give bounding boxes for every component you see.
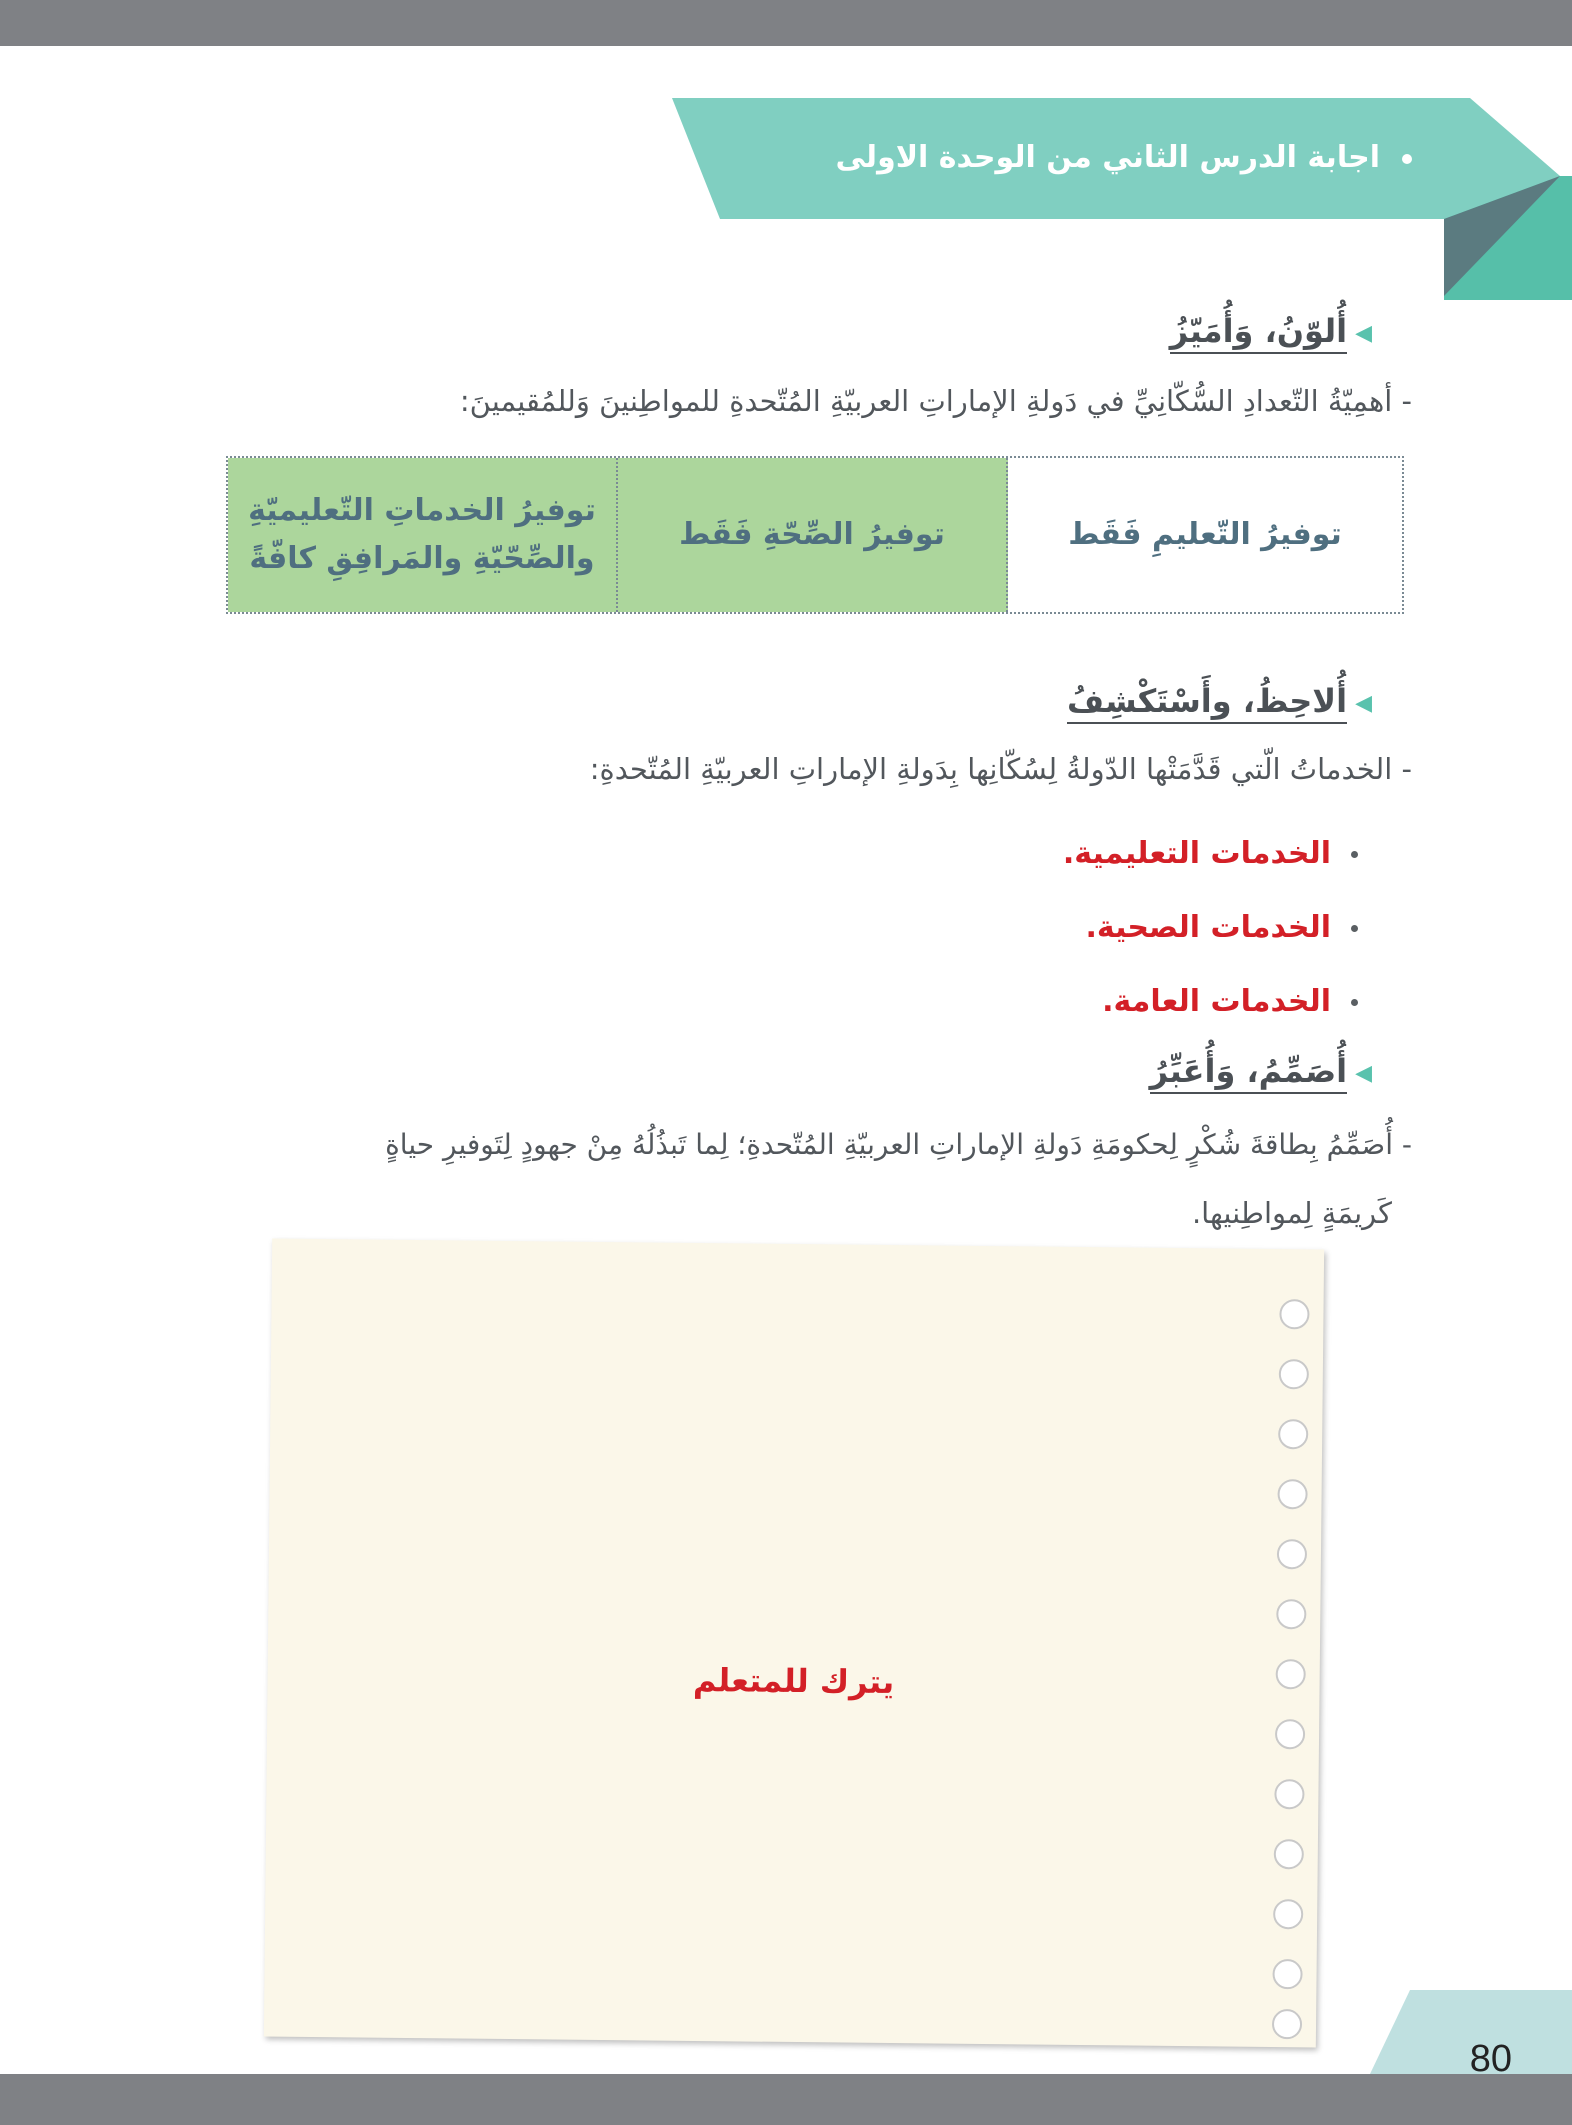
answer-item <box>1086 910 1359 945</box>
option-education-only[interactable] <box>1008 458 1402 612</box>
binder-ring-icon <box>1275 1719 1305 1749</box>
paper-answer-text: يترك للمتعلم <box>692 1660 895 1702</box>
option-label-line1: توفيرُ الخدماتِ التّعليميّةِ <box>248 493 596 528</box>
options-table <box>226 456 1404 614</box>
section3-question-line1: - أُصَمِّمُ بِطاقةَ شُكْرٍ لِحكومَةِ دَولةِ الإماراتِ العربيّةِ المُتّحدةِ؛ لِما تَبذُلُهُ مِنْ جهودٍ لِتَوفيرِ حياةٍ <box>385 1128 1412 1161</box>
section3-question-line2: كَريمَةٍ لِمواطِنيها. <box>1191 1196 1392 1230</box>
option-label: توفيرُ التّعليمِ فَقَط <box>1068 517 1342 552</box>
section-heading-label: أُصَمِّمُ، وَأُعَبِّرُ <box>1150 1052 1347 1094</box>
bullet-dot-icon <box>1351 999 1358 1006</box>
binder-ring-icon <box>1279 1359 1309 1389</box>
bullet-dot-icon <box>1351 851 1358 858</box>
option-label: توفيرُ الصِّحّةِ فَقَط <box>679 517 945 552</box>
binder-ring-icon <box>1277 1479 1307 1509</box>
page-number: 80 <box>1469 2038 1512 2080</box>
option-health-only[interactable] <box>616 458 1008 612</box>
option-label-line2: والصِّحّيّةِ والمَرافِقِ كافّةً <box>249 541 595 576</box>
binder-ring-icon <box>1278 1419 1308 1449</box>
triangle-marker-icon: ◀ <box>1355 690 1372 716</box>
binder-ring-icon <box>1274 1839 1304 1869</box>
section2-question: - الخدماتُ الّتي قَدَّمَتْها الدّولةُ لِسُكّانِها بِدَولةِ الإماراتِ العربيّةِ المُتّحدةِ: <box>589 752 1412 786</box>
binder-ring-icon <box>1276 1599 1306 1629</box>
binder-ring-icon <box>1272 1959 1302 1989</box>
section1-question: - أهمِيّةُ التّعدادِ السُّكّانِيِّ في دَولةِ الإماراتِ العربيّةِ المُتّحدةِ للمواطِنينَ وَللمُقيمينَ: <box>459 384 1412 418</box>
bottom-bar <box>0 2074 1572 2125</box>
answer-text: الخدمات الصحية. <box>1085 910 1331 945</box>
binder-ring-icon <box>1277 1539 1307 1569</box>
answer-item <box>1063 836 1358 871</box>
binder-ring-icon <box>1274 1779 1304 1809</box>
triangle-marker-icon: ◀ <box>1355 320 1372 346</box>
bullet-dot-icon <box>1402 154 1412 164</box>
triangle-marker-icon: ◀ <box>1355 1060 1372 1086</box>
answer-text: الخدمات التعليمية. <box>1062 836 1331 871</box>
section-heading-color <box>1170 312 1372 350</box>
section-heading-label: أُلاحِظُ، وأَسْتَكْشِفُ <box>1067 682 1347 724</box>
option-all-services[interactable] <box>228 458 616 612</box>
answer-text: الخدمات العامة. <box>1102 984 1331 1019</box>
binder-ring-icon <box>1273 1899 1303 1929</box>
section-heading-observe <box>1067 682 1372 720</box>
header-title-text: اجابة الدرس الثاني من الوحدة الاولى <box>835 140 1380 175</box>
header-title <box>835 140 1412 175</box>
bullet-dot-icon <box>1351 925 1358 932</box>
binder-ring-icon <box>1272 2009 1302 2039</box>
section-heading-label: أُلوّنُ، وَأُمَيّزُ <box>1170 312 1347 354</box>
section-heading-design <box>1150 1052 1372 1090</box>
binder-ring-icon <box>1279 1299 1309 1329</box>
note-paper <box>264 1239 1324 2048</box>
answer-item <box>1102 984 1358 1019</box>
